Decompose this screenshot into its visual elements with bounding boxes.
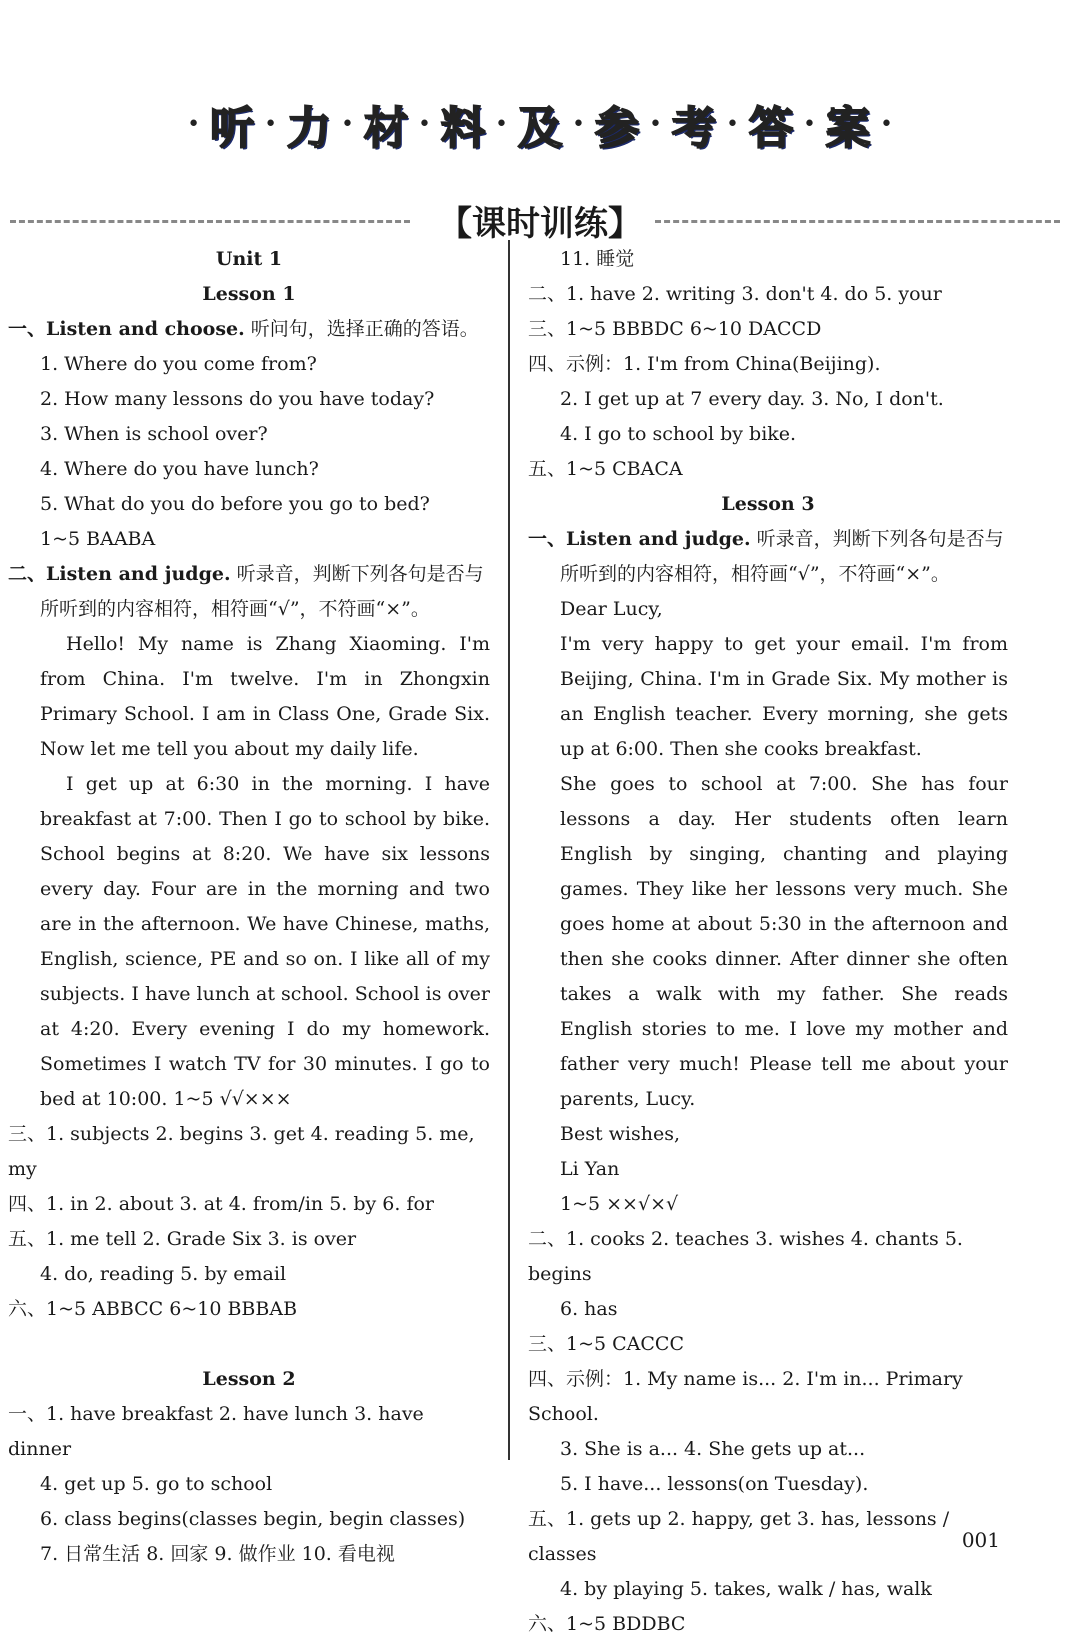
section-title: 【课时训练】 (430, 196, 650, 245)
passage-paragraph: I get up at 6:30 in the morning. I have breakfast at 7:00. Then I go to school by bike. School begins at 8:20. We have six lessons every day. Four are in the morning and two are in the afternoon. We have Chinese, maths, English, science, PE and so on. I like all of my subjects. I have lunch at school. School is over at 4:20. Every evening I do my homework. Sometimes I watch TV for 30 minutes. I go to bed at 10:00. 1~5 √√××× (40, 773, 490, 1110)
lesson-heading: Lesson 2 (202, 1368, 296, 1390)
title-dot: • (725, 111, 739, 137)
letter-paragraph: She goes to school at 7:00. She has four lessons a day. Her students often learn English by singing, chanting and playing games. They like her lessons very much. She goes home at about 5:30 in the afternoon and then she cooks dinner. After dinner she often takes a walk with my father. She reads English stories to me. I love my mother and father very much! Please tell me about your parents, Lucy. (560, 773, 1008, 1110)
section-heading-cn: 听录音，判断下列各句是否与所听到的内容相符，相符画“√”，不符画“×”。 (560, 528, 1004, 585)
title-dot: • (418, 111, 432, 137)
title-dot: • (187, 111, 201, 137)
right-column (528, 242, 1008, 1642)
answer-line: 四、示例：1. I'm from China(Beijing). (528, 353, 881, 375)
section-heading (528, 522, 1008, 592)
unit-heading: Unit 1 (215, 248, 283, 270)
answer-line: 4. do, reading 5. by email (40, 1263, 287, 1285)
title-char: 力 (287, 103, 332, 154)
answer-line: 六、1~5 BDDBC (528, 1613, 686, 1635)
answer-line: 7. 日常生活 8. 回家 9. 做作业 10. 看电视 (40, 1543, 395, 1565)
section-heading-en: 一、Listen and judge. (528, 528, 751, 550)
answer-line: 五、1. gets up 2. happy, get 3. has, lessons / classes (528, 1508, 950, 1565)
letter-signature: Li Yan (560, 1158, 620, 1180)
section-heading-en: 二、Listen and judge. (8, 563, 231, 585)
title-char: 料 (441, 103, 486, 154)
question-line: 5. What do you do before you go to bed? (40, 493, 430, 515)
title-dot: • (572, 111, 585, 137)
spacer (8, 1327, 490, 1362)
title-dot: • (802, 111, 816, 137)
title-char: 材 (364, 103, 409, 154)
answer-line: 四、示例：1. My name is... 2. I'm in... Primary School. (528, 1368, 963, 1425)
answer-line: 六、1~5 ABBCC 6~10 BBBAB (8, 1298, 298, 1320)
title-char: 案 (825, 103, 870, 154)
decorative-dash-left (10, 220, 410, 223)
section-heading (8, 557, 490, 627)
left-column (8, 242, 490, 1572)
passage-paragraph: Hello! My name is Zhang Xiaoming. I'm from China. I'm twelve. I'm in Zhongxin Primary School. I am in Class One, Grade Six. Now let me tell you about my daily life. (40, 633, 490, 760)
answer-line: 4. by playing 5. takes, walk / has, walk (560, 1578, 932, 1600)
lesson-heading: Lesson 1 (202, 283, 296, 305)
answer-line: 五、1. me tell 2. Grade Six 3. is over (8, 1228, 357, 1250)
title-dot: • (879, 111, 893, 137)
question-line: 4. Where do you have lunch? (40, 458, 319, 480)
title-dot: • (495, 111, 508, 137)
letter-paragraph: I'm very happy to get your email. I'm from Beijing, China. I'm in Grade Six. My mother is an English teacher. Every morning, she gets up at 6:00. Then she cooks breakfast. (560, 633, 1008, 760)
decorative-dash-right (655, 220, 1060, 223)
section-band (10, 196, 1060, 244)
lesson-heading: Lesson 3 (721, 493, 815, 515)
answer-line: 4. I go to school by bike. (560, 423, 797, 445)
question-line: 1. Where do you come from? (40, 353, 317, 375)
column-divider (508, 240, 510, 1460)
answer-line: 1~5 BAABA (40, 528, 156, 550)
page-number: 001 (961, 1528, 1000, 1552)
title-dot: • (648, 111, 662, 137)
answer-line: 一、1. have breakfast 2. have lunch 3. have dinner (8, 1403, 424, 1460)
letter-closing: Best wishes, (560, 1123, 680, 1145)
answer-line: 1~5 ××√×√ (560, 1193, 679, 1215)
answer-line: 5. I have... lessons(on Tuesday). (560, 1473, 869, 1495)
section-heading-en: 一、Listen and choose. (8, 318, 245, 340)
answer-line: 二、1. cooks 2. teaches 3. wishes 4. chants 5. begins (528, 1228, 963, 1285)
title-dot: • (341, 111, 355, 137)
title-dot: • (264, 111, 278, 137)
question-line: 2. How many lessons do you have today? (40, 388, 435, 410)
question-line: 3. When is school over? (40, 423, 268, 445)
answer-line: 3. She is a... 4. She gets up at... (560, 1438, 866, 1460)
section-heading-cn: 听问句，选择正确的答语。 (244, 318, 479, 340)
answer-line: 三、1~5 BBBDC 6~10 DACCD (528, 318, 822, 340)
answer-line: 6. class begins(classes begin, begin classes) (40, 1508, 466, 1530)
title-char: 及 (518, 103, 562, 154)
letter-greeting: Dear Lucy, (560, 598, 663, 620)
answer-line: 五、1~5 CBACA (528, 458, 683, 480)
section-heading (8, 312, 490, 347)
answer-line: 6. has (560, 1298, 618, 1320)
answer-line: 三、1. subjects 2. begins 3. get 4. reading 5. me, my (8, 1123, 475, 1180)
answer-line: 四、1. in 2. about 3. at 4. from/in 5. by 6. for (8, 1193, 435, 1215)
answer-line: 三、1~5 CACCC (528, 1333, 685, 1355)
answer-line: 二、1. have 2. writing 3. don't 4. do 5. your (528, 283, 942, 305)
title-char: 考 (671, 103, 716, 154)
title-char: 参 (594, 103, 639, 154)
answer-line: 2. I get up at 7 every day. 3. No, I don't. (560, 388, 944, 410)
title-char: 答 (748, 103, 793, 154)
answer-line: 4. get up 5. go to school (40, 1473, 273, 1495)
answer-line: 11. 睡觉 (560, 248, 635, 270)
title-char: 听 (210, 103, 255, 154)
main-title (0, 92, 1080, 156)
section-heading-cn: 听录音，判断下列各句是否与所听到的内容相符，相符画“√”，不符画“×”。 (40, 563, 484, 620)
